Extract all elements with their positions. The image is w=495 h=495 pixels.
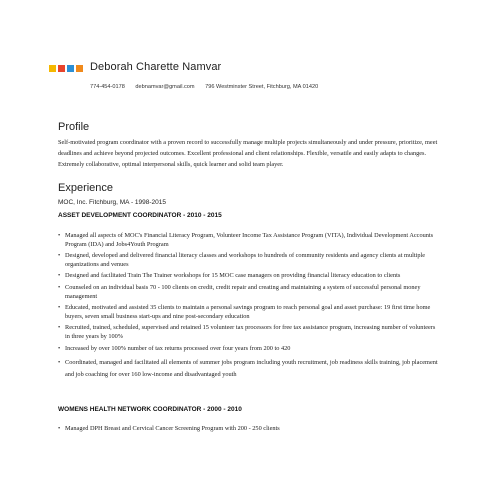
role-title: WOMENS HEALTH NETWORK COORDINATOR - 2000 - 2010 — [58, 406, 242, 413]
role-bullet: • Recruited, trained, scheduled, supervised and retained 15 volunteer tax processors for free tax assistance program, increasing number of volunteers in three years by 100% — [58, 324, 438, 341]
role-title: ASSET DEVELOPMENT COORDINATOR - 2010 - 2015 — [58, 212, 222, 219]
experience-heading: Experience — [58, 182, 114, 194]
role-bullet: • Designed, developed and delivered financial literacy classes and workshops to hundreds of community residents and agency clients at multiple organizations and venues — [58, 252, 438, 269]
profile-heading: Profile — [58, 121, 90, 133]
role-bullet: • Coordinated, managed and facilitated all elements of summer jobs program including youth recruitment, job readiness skills training, job placement and job coaching for over 160 low-income and disadvantaged youth — [58, 357, 438, 381]
profile-summary: Self-motivated program coordinator with a proven record to successfully manage multiple projects simultaneously and under pressure, prioritize, meet deadlines and achieve beyond projected outcomes. Excellent professional and client relationships. Flexible, versatile and easily adapts to changes. Extremely collaborative, optimal interpersonal skills, quick learner and solid team player. — [58, 139, 438, 168]
logo-square-blue — [67, 65, 74, 72]
logo-square-yellow — [49, 65, 56, 72]
role-bullet: • Managed DPH Breast and Cervical Cancer Screening Program with 200 - 250 clients — [58, 425, 438, 434]
role-bullet-list — [58, 232, 438, 381]
email-address: debnamvar@gmail.com — [135, 84, 195, 90]
street-address: 796 Westminster Street, Fitchburg, MA 01420 — [205, 84, 319, 90]
role-bullet: • Managed all aspects of MOC's Financial Literacy Program, Volunteer Income Tax Assistance Program (VITA), Individual Development Accounts Program (IDA) and Jobs4Youth Program — [58, 232, 438, 249]
logo-square-red — [58, 65, 65, 72]
role-bullet: • Educated, motivated and assisted 35 clients to maintain a personal savings program to reach personal goal and asset purchase: 19 first time home buyers, seven small business start-ups and nine post-secondary education — [58, 304, 438, 321]
role-bullet: • Increased by over 100% number of tax returns processed over four years from 200 to 420 — [58, 345, 438, 354]
role-bullet-list — [58, 425, 438, 434]
employer-line: MOC, Inc. Fitchburg, MA - 1998-2015 — [58, 199, 167, 206]
role-bullet: • Designed and facilitated Train The Trainer workshops for 15 MOC case managers on providing financial literacy education to clients — [58, 272, 438, 281]
logo-square-orange — [76, 65, 83, 72]
contact-line — [90, 84, 327, 90]
brand-logo — [49, 65, 83, 72]
candidate-name: Deborah Charette Namvar — [90, 61, 222, 73]
phone-number: 774-454-0178 — [90, 84, 125, 90]
role-bullet: • Counseled on an individual basis 70 - 100 clients on credit, credit repair and creating and maintaining a system of successful personal money management — [58, 284, 438, 301]
